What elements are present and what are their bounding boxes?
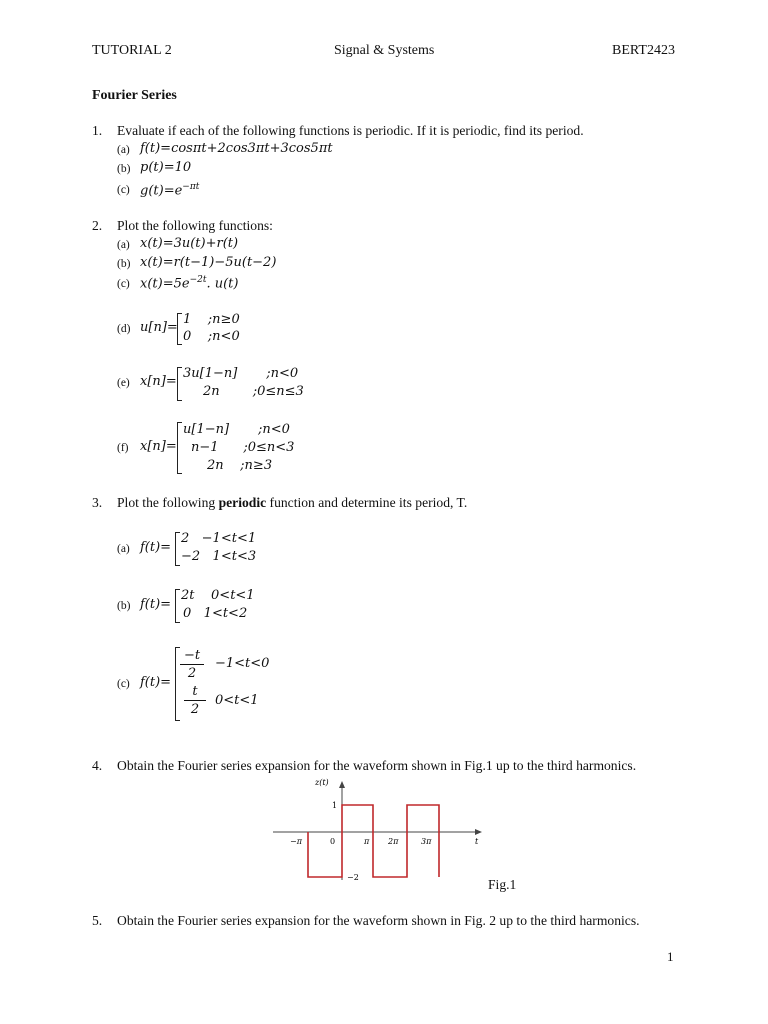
header-subject: Signal & Systems — [334, 43, 435, 58]
q3b-lhs: f(t)= — [140, 597, 172, 612]
q3b-row1: 2t 0<t<1 — [181, 588, 255, 603]
q3c-frac1-den: 2 — [187, 666, 197, 681]
x-axis-arrow — [475, 829, 482, 835]
q3c-frac1-bar — [180, 664, 204, 665]
q2b-expr: x(t)=r(t−1)−5u(t−2) — [140, 255, 277, 270]
q3-text-bold: periodic — [218, 495, 267, 510]
q2d-label: (d) — [117, 323, 131, 335]
q2d-row2: 0 ;n<0 — [183, 329, 240, 344]
q5-number: 5. — [92, 913, 103, 928]
q3-text-post: function and determine its period, T. — [266, 495, 468, 510]
q3b-label: (b) — [117, 600, 131, 612]
q2d-brace — [177, 313, 182, 345]
q5-text: Obtain the Fourier series expansion for the waveform shown in Fig. 2 up to the third harmonics. — [117, 913, 640, 928]
q3a-brace — [175, 532, 180, 566]
q1-text: Evaluate if each of the following functions is periodic. If it is periodic, find its period. — [117, 123, 584, 138]
square-wave-signal — [308, 805, 439, 877]
q1a-label: (a) — [117, 144, 130, 156]
q3c-lhs: f(t)= — [140, 675, 172, 690]
q3a-row2: −2 1<t<3 — [181, 549, 257, 564]
q3a-lhs: f(t)= — [140, 540, 172, 555]
figure-caption: Fig.1 — [488, 877, 517, 892]
y-tick-high: 1 — [332, 801, 338, 810]
q2a-label: (a) — [117, 239, 130, 251]
y-axis-label: z(t) — [315, 778, 329, 787]
q2e-label: (e) — [117, 377, 130, 389]
q2f-lhs: x[n]= — [140, 439, 177, 454]
q1c-expr — [140, 182, 199, 198]
q3c-row1-cond: −1<t<0 — [215, 656, 270, 671]
q4-number: 4. — [92, 758, 103, 773]
q3a-row1: 2 −1<t<1 — [181, 531, 257, 546]
q3c-row2-cond: 0<t<1 — [215, 693, 259, 708]
x-axis-label: t — [475, 837, 479, 846]
waveform-plot — [270, 776, 485, 886]
q2-number: 2. — [92, 218, 103, 233]
q2b-label: (b) — [117, 258, 131, 270]
figure-1 — [270, 776, 485, 891]
q3-text — [117, 495, 467, 511]
y-axis-arrow — [339, 781, 345, 788]
q2-text: Plot the following functions: — [117, 218, 273, 233]
q2f-row3: 2n ;n≥3 — [207, 458, 273, 473]
q3c-frac2-num: t — [192, 684, 198, 699]
x-tick-2pi: 2π — [388, 837, 399, 846]
q3c-frac2 — [184, 684, 206, 717]
q1b-expr: p(t)=10 — [140, 160, 192, 175]
y-tick-low: −2 — [347, 873, 359, 882]
q3b-row2: 0 1<t<2 — [183, 606, 248, 621]
q2a-expr: x(t)=3u(t)+r(t) — [140, 236, 239, 251]
q3a-label: (a) — [117, 543, 130, 555]
q2f-row1: u[1−n] ;n<0 — [183, 422, 290, 437]
q1c-label: (c) — [117, 184, 130, 196]
q2d-lhs: u[n]= — [140, 320, 178, 335]
q2f-brace — [177, 422, 182, 474]
x-tick-pi: π — [364, 837, 370, 846]
q3c-label: (c) — [117, 678, 130, 690]
q2c-expr — [140, 275, 238, 291]
section-title: Fourier Series — [92, 88, 177, 103]
page-number: 1 — [667, 949, 674, 964]
q4-text: Obtain the Fourier series expansion for the waveform shown in Fig.1 up to the third harmonics. — [117, 758, 637, 773]
q1b-label: (b) — [117, 163, 131, 175]
x-tick-neg-pi: −π — [290, 837, 302, 846]
q2e-lhs: x[n]= — [140, 374, 177, 389]
q2e-brace — [177, 367, 182, 401]
q1a-expr: f(t)=cosπt+2cos3πt+3cos5πt — [140, 141, 333, 156]
q2e-row1: 3u[1−n] ;n<0 — [183, 366, 299, 381]
q3c-frac2-den: 2 — [190, 702, 200, 717]
q2c-base: x(t)=5e — [140, 276, 190, 292]
q1-number: 1. — [92, 123, 103, 138]
q2c-tail: . u(t) — [206, 276, 239, 292]
q3-number: 3. — [92, 495, 103, 510]
x-tick-3pi: 3π — [421, 837, 432, 846]
q3c-frac1-num: −t — [183, 648, 201, 663]
q2c-label: (c) — [117, 278, 130, 290]
q3b-brace — [175, 589, 180, 623]
q2c-exponent: −2t — [189, 275, 207, 285]
q1c-exponent: −πt — [182, 182, 200, 192]
q2f-row2: n−1 ;0≤n<3 — [191, 440, 295, 455]
header-course: TUTORIAL 2 — [92, 43, 172, 58]
x-tick-zero: 0 — [330, 837, 336, 846]
q2d-row1: 1 ;n≥0 — [183, 312, 240, 327]
q2e-row2: 2n ;0≤n≤3 — [203, 384, 304, 399]
q3-text-pre: Plot the following — [117, 495, 219, 510]
q3c-frac1 — [180, 648, 204, 681]
q1c-base: g(t)=e — [140, 183, 183, 199]
header-code: BERT2423 — [612, 43, 675, 58]
q2f-label: (f) — [117, 442, 129, 454]
q3c-frac2-bar — [184, 700, 206, 701]
